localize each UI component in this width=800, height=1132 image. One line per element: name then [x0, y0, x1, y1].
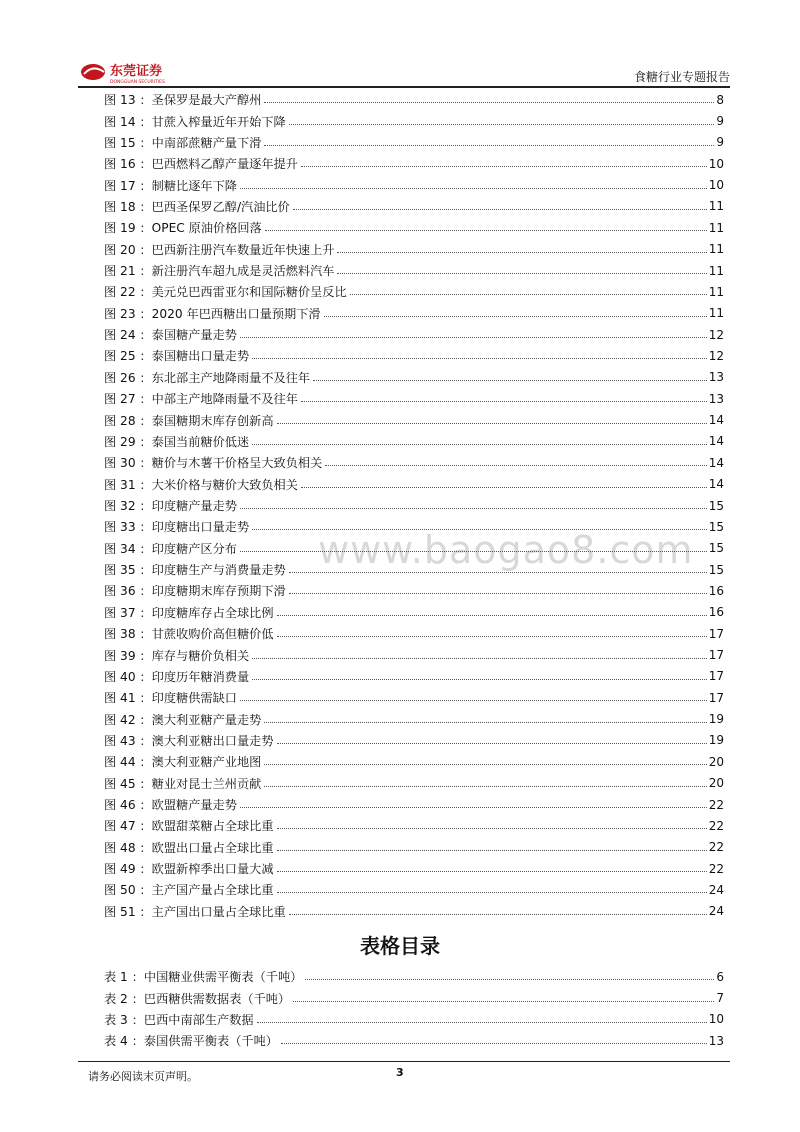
leader-dots: [277, 850, 707, 851]
toc-entry-page: 11: [708, 199, 724, 214]
leader-dots: [277, 892, 707, 893]
toc-entry[interactable]: [104, 559, 724, 580]
toc-entry-page: 7: [716, 991, 724, 1006]
toc-entry-page: 12: [708, 348, 724, 363]
toc-entry[interactable]: [104, 879, 724, 900]
toc-entry-label: 表 4 ：泰国供需平衡表（千吨）: [104, 1034, 278, 1049]
toc-entry-page: 13: [708, 370, 724, 385]
leader-dots: [293, 209, 707, 210]
toc-entry-label: 图 21 ：新注册汽车超九成是灵活燃料汽车: [104, 264, 335, 279]
toc-entry-page: 19: [708, 712, 724, 727]
toc-entry-page: 17: [708, 626, 724, 641]
toc-entry[interactable]: [104, 260, 724, 281]
leader-dots: [293, 1001, 714, 1002]
toc-entry[interactable]: [104, 110, 724, 131]
toc-entry-label: 表 3 ：巴西中南部生产数据: [104, 1012, 254, 1027]
page-number: 3: [396, 1066, 404, 1079]
leader-dots: [289, 572, 707, 573]
toc-entry[interactable]: [104, 966, 724, 987]
leader-dots: [252, 529, 707, 530]
leader-dots: [264, 145, 714, 146]
toc-entry[interactable]: [104, 324, 724, 345]
toc-entry[interactable]: [104, 217, 724, 238]
toc-entry[interactable]: [104, 516, 724, 537]
toc-entry[interactable]: [104, 1009, 724, 1030]
logo-text: 东莞证券: [110, 64, 163, 79]
toc-entry-label: 图 38 ：甘蔗收购价高但糖价低: [104, 627, 274, 642]
toc-entry-label: 图 24 ：泰国糖产量走势: [104, 328, 237, 343]
toc-entry-page: 16: [708, 583, 724, 598]
leader-dots: [252, 658, 707, 659]
leader-dots: [240, 551, 707, 552]
leader-dots: [252, 679, 707, 680]
toc-entry-page: 13: [708, 391, 724, 406]
toc-entry-label: 图 33 ：印度糖出口量走势: [104, 520, 250, 535]
toc-entry[interactable]: [104, 196, 724, 217]
toc-entry-page: 10: [708, 178, 724, 193]
toc-entry-page: 22: [708, 861, 724, 876]
toc-entry-label: 图 22 ：美元兑巴西雷亚尔和国际糖价呈反比: [104, 285, 347, 300]
footer-disclaimer: 请务必阅读末页声明。: [88, 1070, 198, 1083]
toc-entry-page: 13: [708, 1033, 724, 1048]
toc-entry-page: 11: [708, 306, 724, 321]
toc-entry[interactable]: [104, 153, 724, 174]
toc-entry[interactable]: [104, 858, 724, 879]
leader-dots: [301, 166, 707, 167]
leader-dots: [240, 337, 707, 338]
toc-entry-page: 10: [708, 1012, 724, 1027]
toc-entry-label: 图 35 ：印度糖生产与消费量走势: [104, 563, 286, 578]
leader-dots: [289, 593, 707, 594]
toc-entry-label: 图 25 ：泰国糖出口量走势: [104, 349, 250, 364]
toc-entry-label: 图 40 ：印度历年糖消费量: [104, 669, 250, 684]
leader-dots: [325, 465, 706, 466]
toc-entry-label: 图 27 ：中部主产地降雨量不及往年: [104, 392, 298, 407]
toc-entry-page: 20: [708, 776, 724, 791]
leader-dots: [301, 487, 707, 488]
toc-entry-page: 9: [716, 135, 724, 150]
leader-dots: [289, 914, 707, 915]
toc-entry-page: 8: [716, 92, 724, 107]
toc-entry-page: 19: [708, 733, 724, 748]
toc-entry[interactable]: [104, 89, 724, 110]
toc-entry-page: 11: [708, 263, 724, 278]
leader-dots: [264, 722, 706, 723]
toc-entry[interactable]: [104, 987, 724, 1008]
leader-dots: [264, 102, 714, 103]
toc-entry-label: 图 49 ：欧盟新榨季出口量大减: [104, 862, 274, 877]
toc-entry[interactable]: [104, 815, 724, 836]
toc-entry[interactable]: [104, 239, 724, 260]
leader-dots: [240, 508, 707, 509]
leader-dots: [277, 636, 707, 637]
toc-entry-label: 图 32 ：印度糖产量走势: [104, 499, 237, 513]
toc-entry-page: 24: [708, 882, 724, 897]
toc-entry-label: 图 18 ：巴西圣保罗乙醇/汽油比价: [104, 199, 290, 214]
toc-entry-label: 图 16 ：巴西燃料乙醇产量逐年提升: [104, 157, 298, 172]
toc-entry-label: 图 41 ：印度糖供需缺口: [104, 691, 237, 706]
toc-entry-page: 15: [708, 562, 724, 577]
toc-entry-label: 图 20 ：巴西新注册汽车数量近年快速上升: [104, 242, 335, 257]
toc-entry-page: 11: [708, 284, 724, 299]
toc-entry-label: 图 15 ：中南部蔗糖产量下滑: [104, 135, 262, 150]
leader-dots: [240, 700, 707, 701]
toc-entry[interactable]: [104, 794, 724, 815]
page-header: [78, 58, 730, 84]
toc-entry[interactable]: [104, 687, 724, 708]
toc-entry[interactable]: [104, 773, 724, 794]
leader-dots: [252, 358, 707, 359]
toc-entry-label: 图 48 ：欧盟出口量占全球比重: [104, 840, 274, 855]
toc-entry-label: 图 44 ：澳大利亚糖产业地图: [104, 755, 262, 770]
leader-dots: [265, 230, 707, 231]
leader-dots: [313, 380, 707, 381]
toc-entry-label: 图 45 ：糖业对昆士兰州贡献: [104, 776, 262, 791]
toc-entry[interactable]: [104, 708, 724, 729]
toc-entry[interactable]: [104, 388, 724, 409]
toc-entry[interactable]: [104, 751, 724, 772]
leader-dots: [350, 294, 707, 295]
toc-entry[interactable]: [104, 644, 724, 665]
toc-entry-page: 11: [708, 242, 724, 257]
toc-entry[interactable]: [104, 666, 724, 687]
toc-entry-page: 11: [708, 220, 724, 235]
figure-list: [104, 89, 724, 922]
toc-entry-label: 图 28 ：泰国糖期末库存创新高: [104, 413, 274, 428]
toc-entry[interactable]: [104, 837, 724, 858]
toc-entry[interactable]: [104, 901, 724, 922]
toc-entry-page: 17: [708, 669, 724, 684]
toc-entry-page: 17: [708, 648, 724, 663]
toc-entry-page: 14: [708, 434, 724, 449]
toc-entry[interactable]: [104, 452, 724, 473]
toc-entry-page: 9: [716, 114, 724, 129]
toc-entry-page: 12: [708, 327, 724, 342]
toc-entry-label: 图 47 ：欧盟甜菜糖占全球比重: [104, 819, 274, 834]
toc-entry-page: 15: [708, 519, 724, 534]
toc-entry-page: 15: [708, 498, 724, 513]
toc-entry-page: 16: [708, 605, 724, 620]
logo-subtext: DONGGUAN SECURITIES: [110, 80, 165, 84]
toc-entry-label: 图 42 ：澳大利亚糖产量走势: [104, 712, 262, 727]
leader-dots: [289, 124, 715, 125]
toc-entry-label: 图 51 ：主产国出口量占全球比重: [104, 904, 286, 919]
toc-entry-page: 24: [708, 904, 724, 919]
table-list: [104, 966, 724, 1051]
toc-entry-label: 图 17 ：制糖比逐年下降: [104, 178, 237, 193]
leader-dots: [264, 764, 706, 765]
leader-dots: [240, 188, 707, 189]
toc-entry[interactable]: [104, 602, 724, 623]
toc-entry-label: 图 37 ：印度糖库存占全球比例: [104, 605, 274, 620]
toc-entry-page: 6: [716, 969, 724, 984]
tables-heading: 表格目录: [360, 934, 440, 958]
toc-entry-label: 图 39 ：库存与糖价负相关: [104, 648, 250, 663]
toc-entry[interactable]: [104, 431, 724, 452]
toc-entry[interactable]: [104, 495, 724, 516]
toc-entry-label: 图 31 ：大米价格与糖价大致负相关: [104, 477, 298, 492]
toc-entry[interactable]: [104, 132, 724, 153]
leader-dots: [257, 1022, 707, 1023]
toc-entry[interactable]: [104, 538, 724, 559]
header-divider: [78, 86, 730, 88]
toc-entry[interactable]: [104, 580, 724, 601]
toc-entry[interactable]: [104, 473, 724, 494]
footer-divider: [78, 1061, 730, 1062]
toc-entry-page: 14: [708, 413, 724, 428]
toc-entry[interactable]: [104, 303, 724, 324]
leader-dots: [277, 828, 707, 829]
leader-dots: [277, 615, 707, 616]
toc-entry-label: 图 29 ：泰国当前糖价低迷: [104, 434, 250, 449]
toc-entry-label: 图 34 ：印度糖产区分布: [104, 541, 237, 556]
leader-dots: [305, 979, 714, 980]
leader-dots: [337, 273, 706, 274]
toc-entry[interactable]: [104, 409, 724, 430]
leader-dots: [324, 316, 707, 317]
toc-entry[interactable]: [104, 730, 724, 751]
toc-entry-page: 15: [708, 541, 724, 556]
toc-entry-label: 图 23 ：2020 年巴西糖出口量预期下滑: [104, 306, 321, 321]
toc-entry-label: 图 36 ：印度糖期末库存预期下滑: [104, 584, 286, 599]
toc-entry[interactable]: [104, 281, 724, 302]
leader-dots: [264, 786, 706, 787]
toc-entry-page: 20: [708, 754, 724, 769]
toc-entry-page: 22: [708, 818, 724, 833]
leader-dots: [337, 252, 706, 253]
leader-dots: [240, 807, 707, 808]
toc-entry-page: 22: [708, 797, 724, 812]
toc-entry-label: 图 13 ：圣保罗是最大产醇州: [104, 93, 262, 108]
toc-entry-label: 图 14 ：甘蔗入榨量近年开始下降: [104, 114, 286, 129]
toc-entry-label: 图 26 ：东北部主产地降雨量不及往年: [104, 370, 311, 385]
leader-dots: [252, 444, 707, 445]
toc-entry[interactable]: [104, 367, 724, 388]
toc-entry-page: 14: [708, 477, 724, 492]
watermark: www.baogao8.com: [318, 528, 694, 572]
leader-dots: [277, 743, 707, 744]
toc-entry-label: 图 50 ：主产国产量占全球比重: [104, 883, 274, 898]
toc-entry-page: 17: [708, 690, 724, 705]
toc-entry[interactable]: [104, 174, 724, 195]
toc-entry-label: 表 2 ：巴西糖供需数据表（千吨）: [104, 991, 291, 1006]
leader-dots: [277, 871, 707, 872]
leader-dots: [281, 1043, 707, 1044]
dongguan-securities-logo: [80, 60, 220, 84]
toc-entry-label: 图 19 ：OPEC 原油价格回落: [104, 221, 262, 236]
toc-entry-page: 22: [708, 840, 724, 855]
leader-dots: [301, 401, 707, 402]
leader-dots: [277, 423, 707, 424]
toc-entry-label: 图 43 ：澳大利亚糖出口量走势: [104, 733, 274, 748]
toc-entry[interactable]: [104, 1030, 724, 1051]
toc-entry-label: 图 30 ：糖价与木薯干价格呈大致负相关: [104, 456, 323, 471]
toc-entry[interactable]: [104, 623, 724, 644]
toc-entry-label: 表 1 ：中国糖业供需平衡表（千吨）: [104, 970, 303, 985]
toc-entry[interactable]: [104, 345, 724, 366]
report-title: 食糖行业专题报告: [633, 70, 730, 84]
toc-entry-page: 14: [708, 455, 724, 470]
toc-entry-label: 图 46 ：欧盟糖产量走势: [104, 798, 237, 813]
toc-entry-page: 10: [708, 156, 724, 171]
